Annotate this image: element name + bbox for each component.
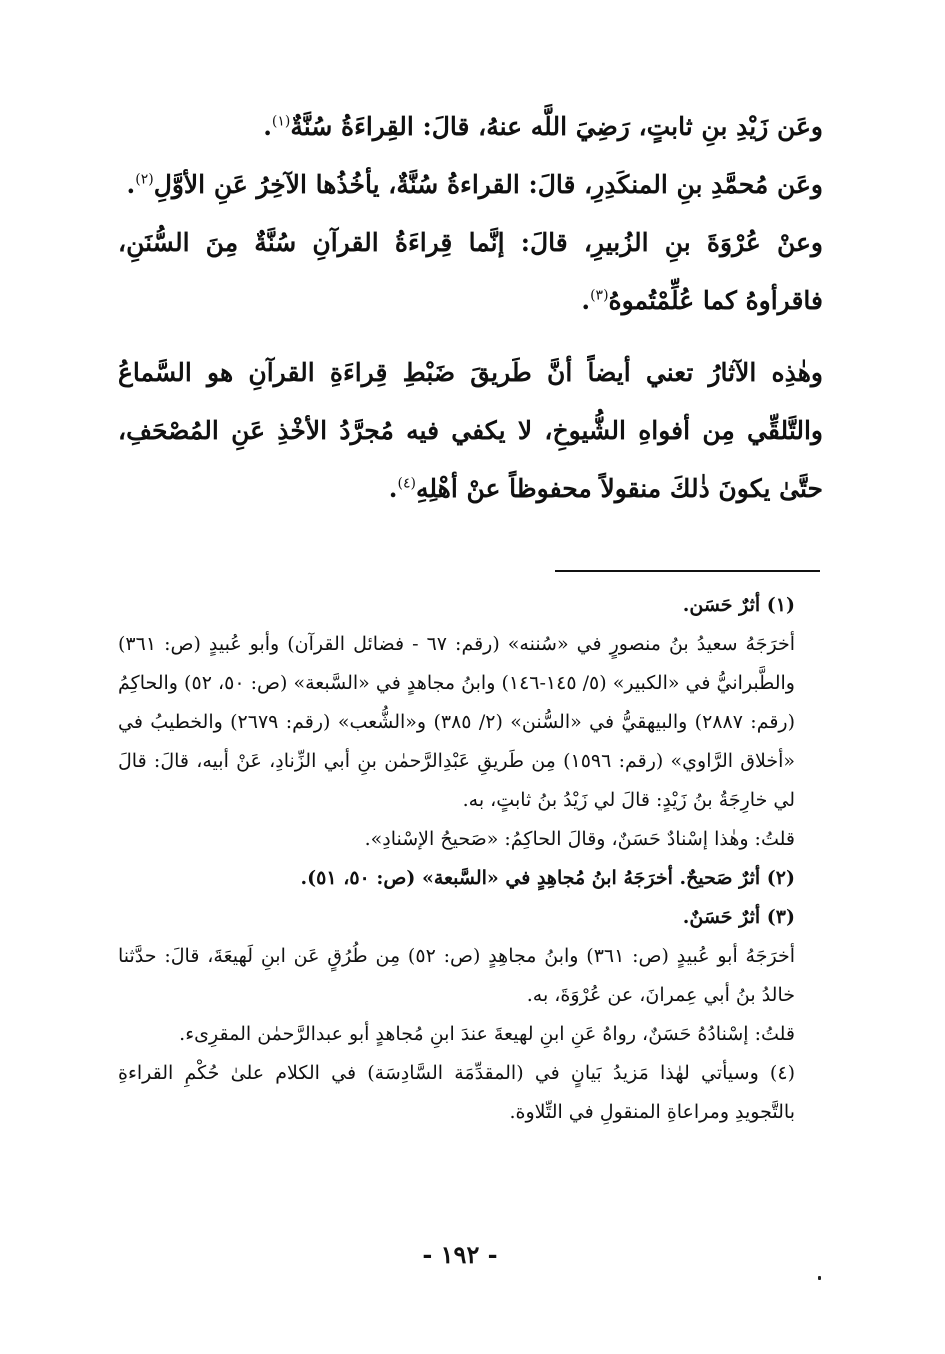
footnote-2-text: (٢) أثرٌ صَحيحٌ. أخرَجَهُ ابنُ مُجاهِدٍ في «السَّبعة» (ص: ٥٠، ٥١). — [300, 867, 795, 889]
paragraph-text: وعَن مُحمَّدِ بنِ المنكَدِرِ، قالَ: القراءةُ سُنَّةٌ، يأخُذُها الآخِرُ عَنِ الأوَّلِ — [153, 170, 823, 199]
footnote-ref-2[interactable]: (٢) — [135, 171, 154, 188]
footnote-ref-1[interactable]: (١) — [271, 113, 291, 130]
paragraph-muhammad-bin-munkadir — [118, 156, 823, 214]
paragraph-zaid-bin-thabit — [118, 98, 823, 156]
footnotes-block — [118, 586, 823, 1132]
footnote-1-grade: (١) أثرٌ حَسَن. — [682, 594, 795, 616]
sentence-end: . — [263, 112, 272, 141]
paragraph-urwa-bin-zubair — [118, 214, 823, 330]
footnote-1-note: قلتُ: وهٰذا إسْنادٌ حَسَنٌ، وقالَ الحاكِمُ: «صَحيحُ الإسْنادِ». — [364, 828, 795, 850]
footnote-3-note: قلتُ: إسْنادُهُ حَسَنٌ، رواهُ عَنِ ابنِ لهيعةَ عندَ ابنِ مُجاهدٍ أبو عبدالرَّحمٰن المقرِىء. — [179, 1023, 795, 1045]
ink-speck — [818, 1276, 821, 1280]
footnote-2 — [118, 859, 823, 898]
footnote-ref-4[interactable]: (٤) — [397, 475, 416, 492]
footnote-1-source: أخرَجَهُ سعيدُ بنُ منصورٍ في «سُننه» (رقم: ٦٧ - فضائل القرآن) وأبو عُبيدٍ (ص: ٣٦١) والطَّبرانيُّ في «الكبير» (٥/ ١٤٥-١٤٦) وابنُ مجاهدٍ في «السَّبعة» (ص: ٥٠، ٥٢) والحاكِمُ (رقم: ٢٨٨٧) والبيهقيُّ في «السُّنن» (٢/ ٣٨٥) و«الشُّعب» (رقم: ٢٦٧٩) والخطيبُ في «أخلاق الرَّاوي» (رقم: ١٥٩٦) مِن طَريقِ عَبْدِالرَّحمٰن بنِ أبي الزِّنادِ، عَنْ أبيه، قالَ: قالَ لي خارِجَةُ بنُ زَيْدٍ: قالَ لي زَيْدُ بنُ ثابتٍ، به. — [118, 633, 796, 811]
paragraph-text: وعَن زَيْدِ بنِ ثابتٍ، رَضِيَ اللَّه عنهُ، قالَ: القِراءَةُ سُنَّةٌ — [290, 112, 823, 141]
footnote-4: (٤) وسيأتي لهٰذا مَزيدُ بَيانٍ في (المقدِّمَة السَّادِسَة) في الكلام علىٰ حُكْمِ القراءةِ بالتَّجويدِ ومراعاةِ المنقولِ في التِّلاوة. — [118, 1062, 795, 1123]
footnote-ref-3[interactable]: (٣) — [590, 287, 609, 304]
paragraph-text: وعنْ عُرْوَةَ بنِ الزُبيرِ، قالَ: إنَّما قِراءَةُ القرآنِ سُنَّةٌ مِنَ السُّنَنِ، فاقرأوهُ كما عُلِّمْتُموهُ — [118, 228, 823, 315]
footnote-1-label — [118, 586, 823, 625]
footnote-3-grade: (٣) أثرٌ حَسَنٌ. — [682, 906, 795, 928]
sentence-end: . — [126, 170, 136, 199]
page-number: - ١٩٢ - — [422, 1240, 498, 1269]
paragraph-commentary — [118, 344, 823, 518]
footnote-separator — [555, 570, 820, 572]
sentence-end: . — [581, 286, 591, 315]
footnote-3-label — [118, 898, 823, 937]
paragraph-text: وهٰذِه الآثارُ تعني أيضاً أنَّ طَريقَ ضَبْطِ قِراءَةِ القرآنِ هو السَّماعُ والتَّلقِّي مِن أفواهِ الشُّيوخِ، لا يكفي فيه مُجرَّدُ الأخْذِ عَنِ المُصْحَفِ، حتَّىٰ يكونَ ذٰلكَ منقولاً محفوظاً عنْ أهْلِهِ — [118, 358, 823, 503]
main-text-block — [118, 98, 823, 518]
footnote-3-source: أخرَجَهُ أبو عُبيدٍ (ص: ٣٦١) وابنُ مجاهِدٍ (ص: ٥٢) مِن طُرُقٍ عَن ابنِ لَهيعَةَ، قالَ: حدَّثنا خالدُ بنُ أبي عِمرانَ، عن عُرْوَةَ، به. — [118, 945, 795, 1006]
sentence-end: . — [388, 474, 398, 503]
